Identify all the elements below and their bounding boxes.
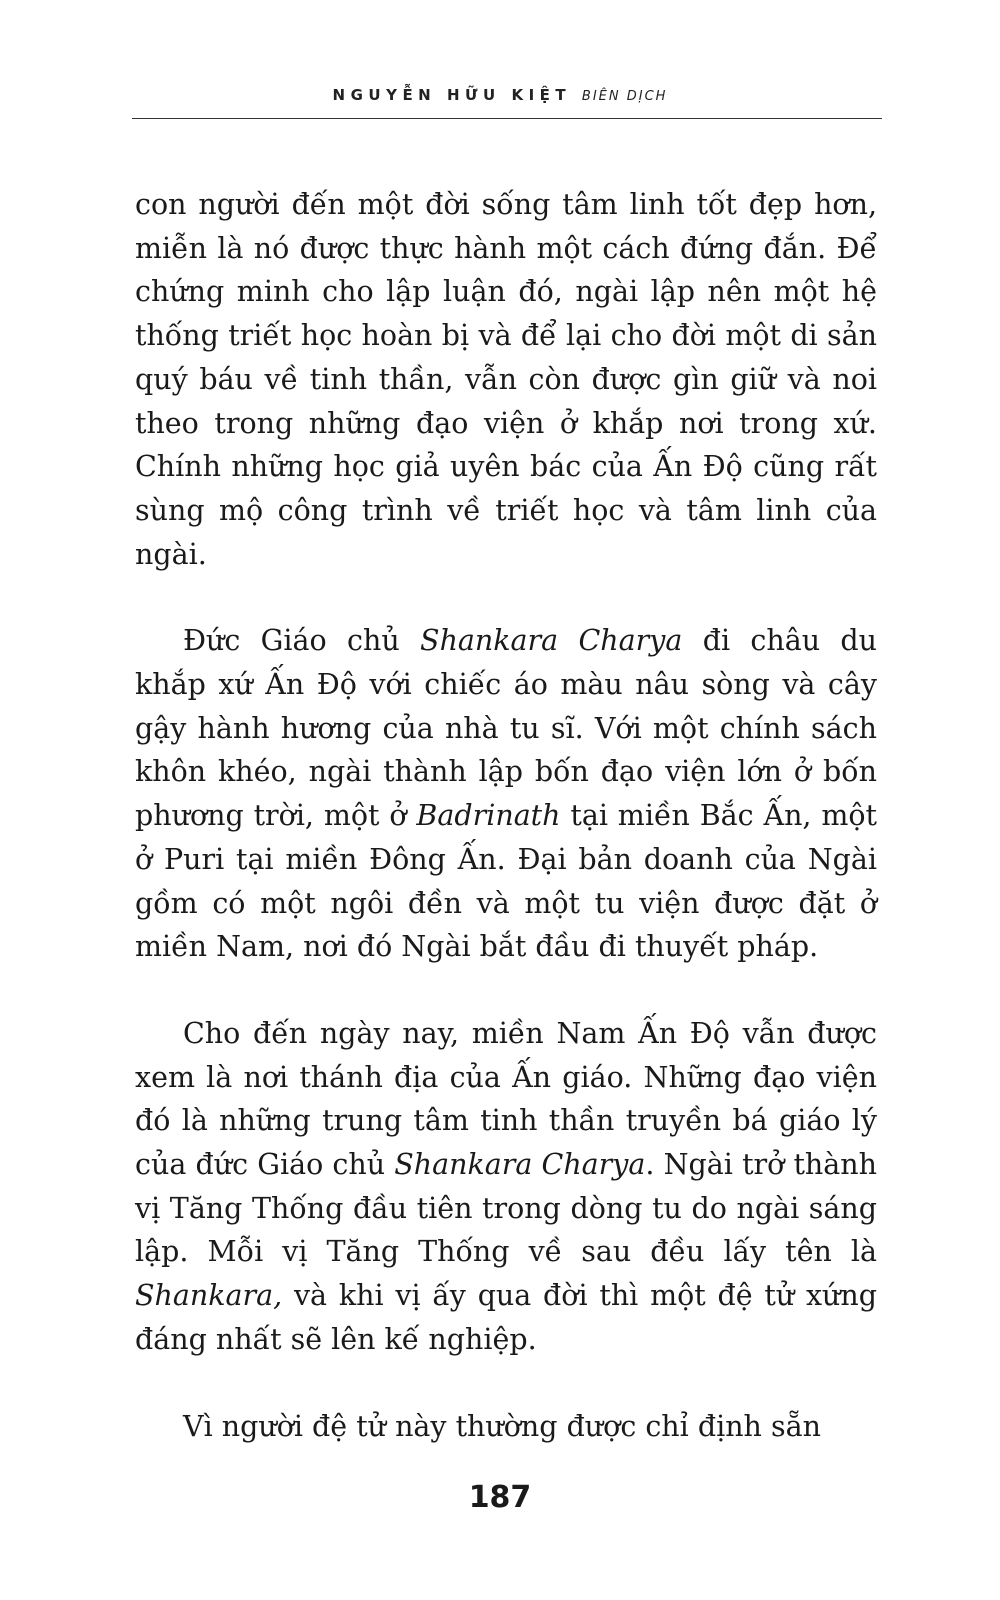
paragraph bbox=[135, 183, 877, 576]
header-author: NGUYỄN HỮU KIỆT bbox=[332, 86, 572, 104]
header-role: BIÊN DỊCH bbox=[581, 89, 668, 104]
italic-name: Shankara, bbox=[135, 1279, 283, 1313]
text-segment: đi châu du khắp xứ Ấn Độ với chiếc áo màu nâu sòng và cây gậy hành hương của nhà tu sĩ. Với một chính sách khôn khéo, ngài thành lập bốn đạo viện lớn ở bốn phương trời, một ở bbox=[135, 624, 877, 833]
paragraph bbox=[135, 619, 877, 969]
paragraph bbox=[135, 1405, 877, 1449]
text-segment: tại miền Bắc Ấn, một ở Puri tại miền Đông Ấn. Đại bản doanh của Ngài gồm có một ngôi đền và một tu viện được đặt ở miền Nam, nơi đó Ngài bắt đầu đi thuyết pháp. bbox=[135, 799, 877, 964]
page-number: 187 bbox=[468, 1480, 532, 1515]
italic-name: Shankara Charya bbox=[420, 624, 683, 658]
running-header bbox=[0, 86, 1000, 104]
text-segment: Cho đến ngày nay, miền Nam Ấn Độ vẫn được xem là nơi thánh địa của Ấn giáo. Những đạo viện đó là những trung tâm tinh thần truyền bá giáo lý của đức Giáo chủ bbox=[135, 1016, 877, 1182]
text-segment: Vì người đệ tử này thường được chỉ định sẵn bbox=[183, 1409, 821, 1443]
paragraph bbox=[135, 1012, 877, 1362]
text-segment: . Ngài trở thành vị Tăng Thống đầu tiên trong dòng tu do ngài sáng lập. Mỗi vị Tăng Thống về sau đều lấy tên là bbox=[135, 1148, 877, 1269]
text-segment: Đức Giáo chủ bbox=[183, 624, 421, 658]
italic-place: Badrinath bbox=[416, 799, 561, 833]
text-segment: và khi vị ấy qua đời thì một đệ tử xứng đáng nhất sẽ lên kế nghiệp. bbox=[135, 1279, 877, 1356]
italic-name: Shankara Charya bbox=[394, 1148, 646, 1182]
text-segment: con người đến một đời sống tâm linh tốt đẹp hơn, miễn là nó được thực hành một cách đứng đắn. Để chứng minh cho lập luận đó, ngài lập nên một hệ thống triết học hoàn bị và để lại cho đời một di sản quý báu về tinh thần, vẫn còn được gìn giữ và noi theo trong những đạo viện ở khắp nơi trong xứ. Chính những học giả uyên bác của Ấn Độ cũng rất sùng mộ công trình về triết học và tâm linh của ngài. bbox=[135, 188, 877, 571]
header-divider bbox=[132, 118, 882, 119]
body-text bbox=[135, 183, 877, 1448]
